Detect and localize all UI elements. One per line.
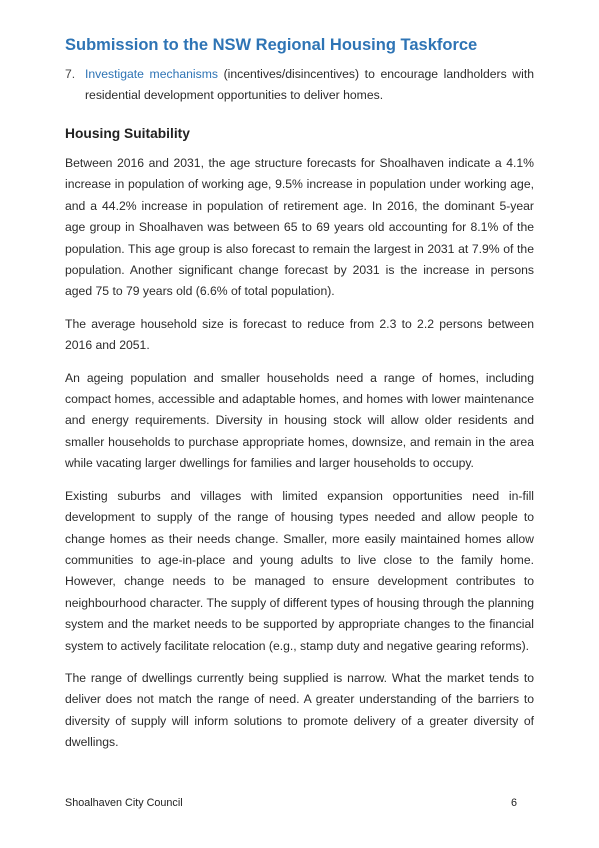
list-item <box>65 64 534 107</box>
paragraph-dwelling-range: The range of dwellings currently being supplied is narrow. What the market tends to deliver does not match the range of need. A greater understanding of the barriers to diversity of supply will inform solutions to promote delivery of a greater diversity of dwellings. <box>65 670 534 750</box>
paragraph-household-size: The average household size is forecast to reduce from 2.3 to 2.2 persons between 2016 and 2051. <box>65 316 534 353</box>
document-title: Submission to the NSW Regional Housing Taskforce <box>65 36 478 54</box>
paragraph-infill-development: Existing suburbs and villages with limited expansion opportunities need in-fill development to supply of the range of housing types needed and allow people to change homes as their needs change. Smaller, more easily maintained homes allow communities to age-in-place and young adults to live close to the family home. However, change needs to be managed to ensure development contributes to neighbourhood character. The supply of different types of housing through the planning system and the market needs to be supported by appropriate changes to the financial system to actively facilitate relocation (e.g., stamp duty and negative gearing reforms). <box>65 488 534 653</box>
list-item-lead: Investigate mechanisms <box>85 67 218 81</box>
list-item-text <box>85 64 534 107</box>
section-body <box>65 153 534 765</box>
footer-organisation: Shoalhaven City Council <box>65 797 183 809</box>
footer-page-number: 6 <box>511 797 518 809</box>
list-item-number: 7. <box>65 67 76 81</box>
paragraph-ageing-population: An ageing population and smaller households need a range of homes, including compact homes, accessible and adaptable homes, and homes with lower maintenance and energy requirements. Diversity in housing stock will allow older residents and smaller households to purchase appropriate homes, downsize, and remain in the area while vacating larger dwellings for families and larger households to occupy. <box>65 370 534 471</box>
section-heading: Housing Suitability <box>65 126 190 141</box>
paragraph-age-structure: Between 2016 and 2031, the age structure forecasts for Shoalhaven indicate a 4.1% increase in population of working age, 9.5% increase in population under working age, and a 44.2% increase in population of retirement age. In 2016, the dominant 5-year age group in Shoalhaven was between 65 to 69 years old accounting for 8.1% of the population. This age group is also forecast to remain the largest in 2031 at 7.9% of the population. Another significant change forecast by 2031 is the increase in persons aged 75 to 79 years old (6.6% of total population). <box>65 156 534 299</box>
numbered-list <box>65 64 534 107</box>
list-item-body: (incentives/disincentives) to encourage landholders with residential development opportunities to deliver homes. <box>85 67 534 103</box>
